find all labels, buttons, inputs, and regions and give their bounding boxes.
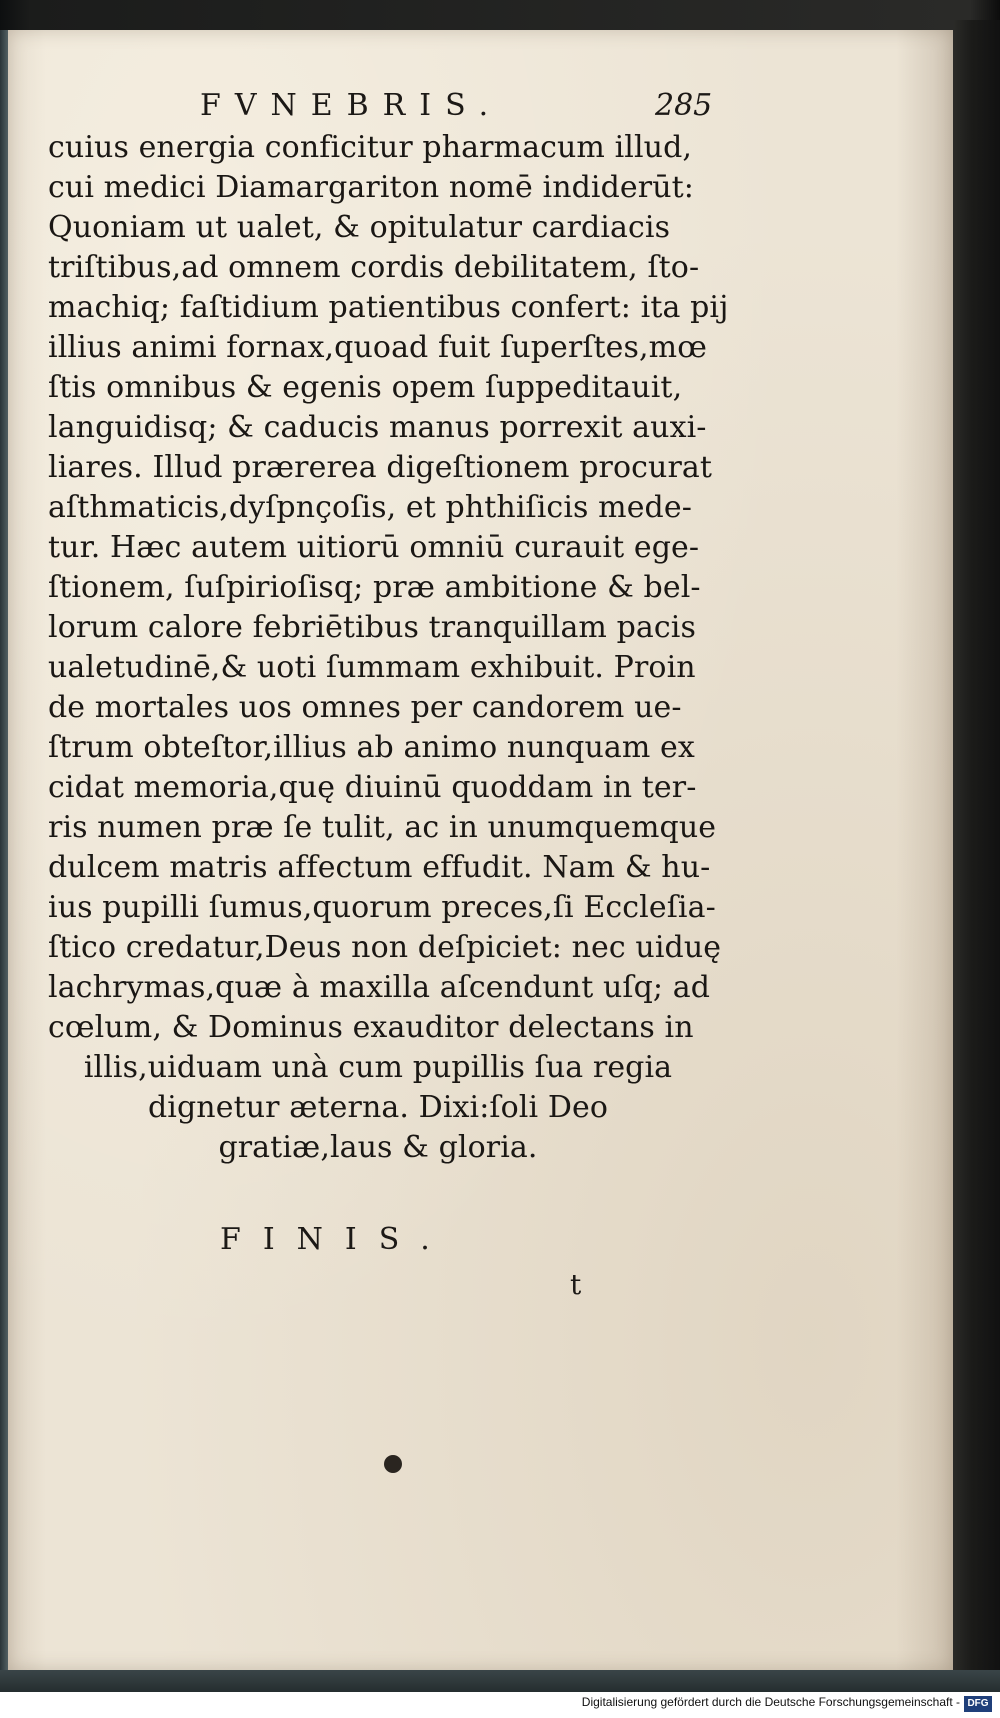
text-line: tur. Hæc autem uitiorū omniū curauit ege- [48,530,700,565]
text-line: cidat memoria,quę diuinū quoddam in ter- [48,770,697,805]
running-title: FVNEBRIS. [200,88,503,123]
text-line: cui medici Diamargariton nomē indiderūt: [48,170,695,205]
text-line: ſtico credatur,Deus non deſpiciet: nec uiduę [48,930,722,965]
ink-blot [384,1455,402,1473]
body-text [48,128,729,1168]
text-line: lorum calore febriētibus tranquillam pacis [48,610,696,645]
text-line: ualetudinē,& uoti ſummam exhibuit. Proin [48,650,696,685]
text-line: languidisq; & caducis manus porrexit auxi- [48,410,707,445]
finis-mark: FINIS. [220,1222,452,1257]
running-head [200,88,720,128]
page-number: 285 [655,88,713,123]
text-line: ſtis omnibus & egenis opem ſuppeditauit, [48,370,683,405]
funding-credit: Digitalisierung gefördert durch die Deutsche Forschungsgemeinschaft - [581,1695,960,1709]
text-line: triſtibus,ad omnem cordis debilitatem, ſto- [48,250,700,285]
text-line: cuius energia conficitur pharmacum illud, [48,130,693,165]
text-line: ſtrum obteſtor,illius ab animo nunquam ex [48,730,695,765]
text-line: ſtionem, ſuſpirioſisq; præ ambitione & bel- [48,570,701,605]
dfg-logo: DFG [964,1696,992,1712]
footer-strip [0,1692,1000,1718]
text-line: de mortales uos omnes per candorem ue- [48,690,682,725]
catchword: t [570,1268,582,1301]
book-binding-edge [953,20,1000,1680]
text-line: ius pupilli ſumus,quorum preces,ſi Eccleſia- [48,890,716,925]
text-line: Quoniam ut ualet, & opitulatur cardiacis [48,210,671,245]
text-line: aſthmaticis,dyſpnçoſis, et phthiſicis mede- [48,490,692,525]
closing-line: dignetur æterna. Dixi:ſoli Deo [148,1090,608,1125]
closing-line: gratiæ,laus & gloria. [218,1130,538,1165]
closing-line: illis,uiduam unà cum pupillis ſua regia [83,1050,673,1085]
text-line: illius animi fornax,quoad fuit ſuperſtes,mœ [48,330,707,365]
text-line: dulcem matris affectum effudit. Nam & hu- [48,850,711,885]
text-line: lachrymas,quæ à maxilla aſcendunt uſq; ad [48,970,711,1005]
text-line: cœlum, & Dominus exauditor delectans in [48,1010,694,1045]
text-line: ris numen præ ſe tulit, ac in unumquemque [48,810,717,845]
text-line: liares. Illud prærerea digeſtionem procurat [48,450,713,485]
text-line: machiq; faſtidium patientibus confert: ita pij [48,290,729,325]
